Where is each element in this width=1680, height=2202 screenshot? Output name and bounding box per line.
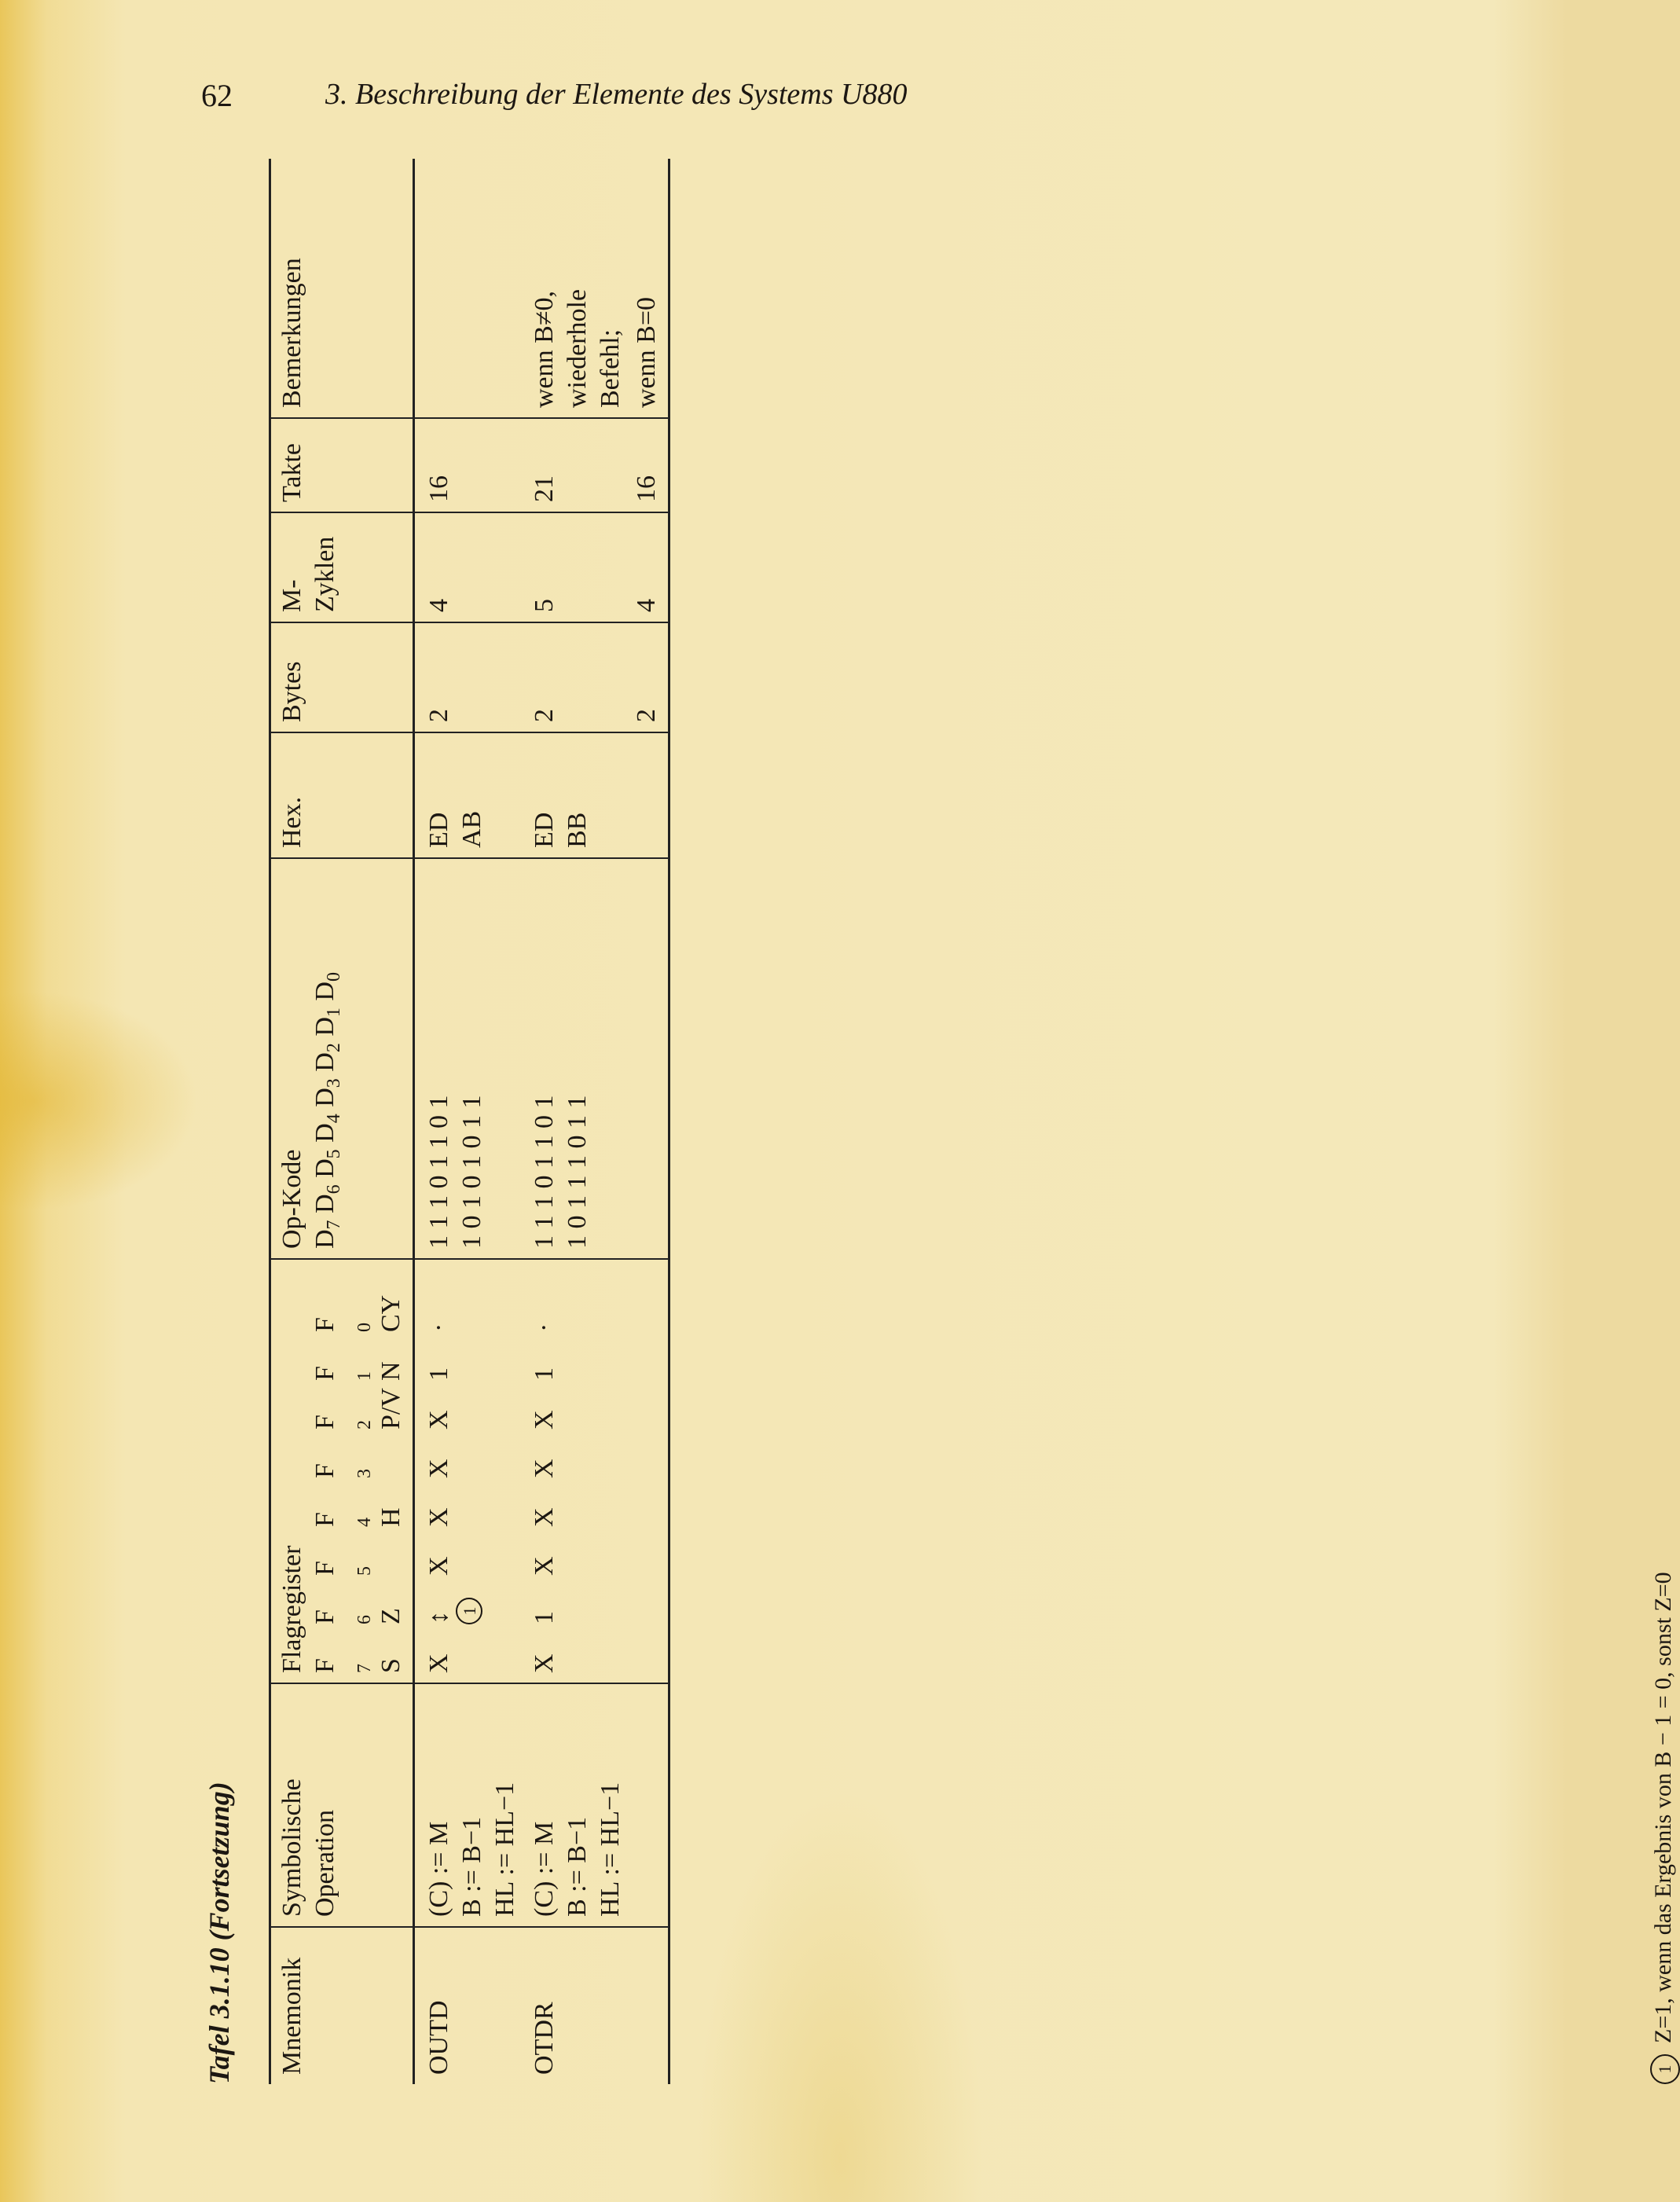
footnote-mark: 1 [1650, 2054, 1680, 2084]
page-number: 62 [201, 78, 233, 113]
table-caption: Tafel 3.1.10 (Fortsetzung) [204, 1782, 235, 2084]
bemerkungen-cell: wenn B=0 [630, 159, 669, 418]
footnote [1650, 1572, 1680, 2084]
col-mnemonik: Mnemonik [277, 1957, 306, 2075]
opkode-bit-labels: $D_7$ $D_6$ $D_5$ $D_4$ $D_3$ $D_2$ $D_1$ $D_0$ [310, 972, 344, 1249]
operation-cell: (C) := M B := B−1 HL := HL−1 [525, 1683, 630, 1927]
table-row-otdr [525, 159, 630, 2084]
footnote-text: Z=1, wenn das Ergebnis von B − 1 = 0, sonst Z=0 [1650, 1572, 1676, 2043]
running-title: 3. Beschreibung der Elemente des Systems U880 [325, 78, 908, 111]
opcode-cell: 1 1 1 0 1 1 0 1 1 0 1 1 1 0 1 1 [525, 858, 630, 1259]
instruction-table [269, 159, 670, 2084]
bytes-cell: 2 [414, 622, 526, 732]
col-m-zyklen: M- Zyklen [270, 512, 414, 622]
col-hex: Hex. [270, 732, 414, 858]
takte-cell: 16 [630, 418, 669, 512]
bytes-cell: 2 [525, 622, 630, 732]
table-header-row [270, 159, 414, 2084]
flag-name-row: S Z H P/V N CY [376, 1294, 405, 1673]
bemerkungen-cell [414, 159, 526, 418]
footnote-ref-mark: 1 [456, 1598, 482, 1624]
flags-cell: X 1 X X X X 1 · [525, 1259, 630, 1683]
operation-cell: (C) := M B := B−1 HL := HL−1 [414, 1683, 526, 1927]
col-bemerkungen: Bemerkungen [270, 159, 414, 418]
col-opkode: Op-Kode $D_7$ $D_6$ $D_5$ $D_4$ $D_3$ $D_2$ $D_1$ $D_0$ [270, 858, 414, 1259]
m-zyklen-cell: 5 [525, 512, 630, 622]
rotated-table-block [203, 151, 1676, 2084]
table-row-otdr-end [630, 159, 669, 2084]
takte-cell: 21 [525, 418, 630, 512]
hex-cell: ED AB [414, 732, 526, 858]
m-zyklen-cell: 4 [630, 512, 669, 622]
col-flagregister: Flagregister F 7 F 6 F 5 F 4 F 3 F 2 F 1 F 0 S Z H P/V N CY [270, 1259, 414, 1683]
col-takte: Takte [270, 418, 414, 512]
mnemonik-cell: OUTD [424, 2000, 453, 2075]
takte-cell: 16 [414, 418, 526, 512]
col-symbolische-operation: Symbolische Operation [270, 1683, 414, 1927]
page-header [0, 77, 1567, 124]
mnemonik-cell: OTDR [530, 2002, 559, 2075]
hex-cell: ED BB [525, 732, 630, 858]
bemerkungen-cell: wenn B≠0, wiederhole Befehl; [525, 159, 630, 418]
opcode-cell: 1 1 1 0 1 1 0 1 1 0 1 0 1 0 1 1 [414, 858, 526, 1259]
m-zyklen-cell: 4 [414, 512, 526, 622]
bytes-cell: 2 [630, 622, 669, 732]
col-bytes: Bytes [270, 622, 414, 732]
flag-index-row: F 7 F 6 F 5 F 4 F 3 F 2 F 1 F 0 [310, 1317, 375, 1673]
table-row-outd [414, 159, 526, 2084]
flags-cell: X ↕ X X X X 1 · 1 [414, 1259, 526, 1683]
